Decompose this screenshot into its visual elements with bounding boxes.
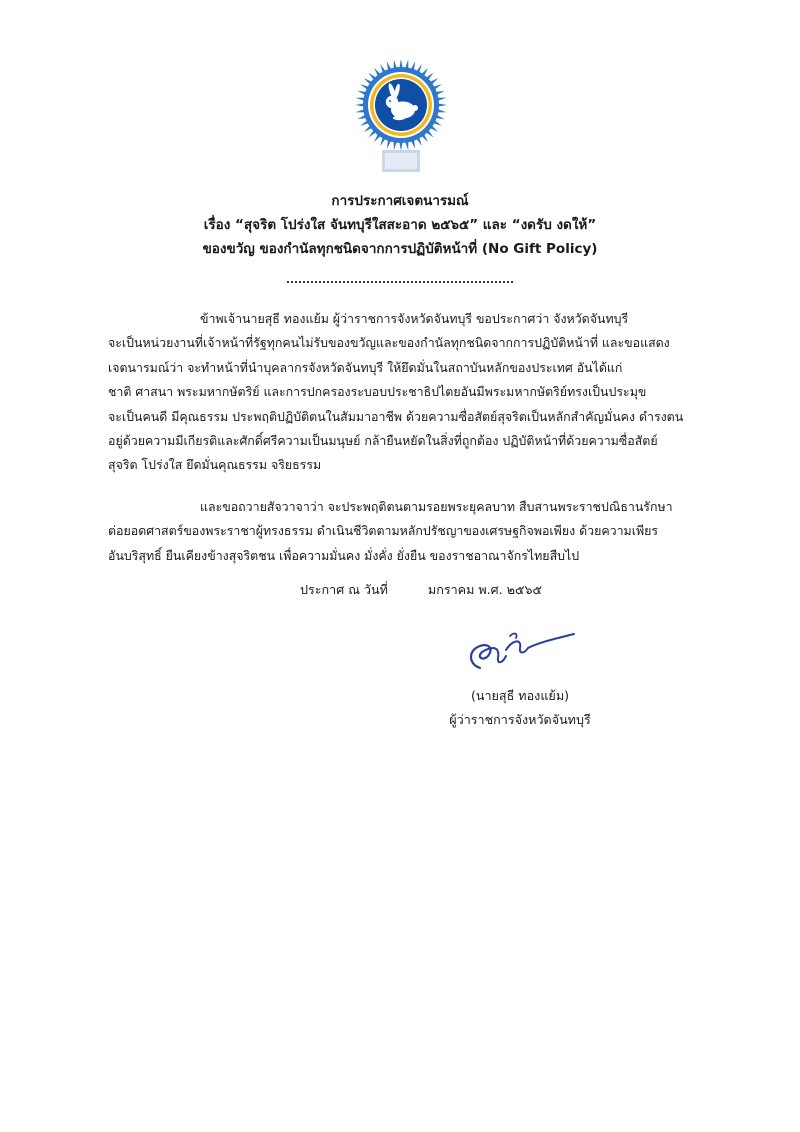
- paragraph-line: ต่อยอดศาสตร์ของพระราชาผู้ทรงธรรม ดำเนินชีวิตตามหลักปรัชญาของเศรษฐกิจพอเพียง ด้วยความเพียร: [108, 523, 659, 539]
- announcement-heading: [0, 189, 800, 261]
- signer-block: [420, 684, 620, 732]
- rabbit-seal-icon: [352, 56, 450, 176]
- paragraph-line: สุจริต โปร่งใส ยึดมั่นคุณธรรม จริยธรรม: [108, 457, 322, 473]
- paragraph-oath: [108, 495, 698, 568]
- date-month-year: มกราคม พ.ศ. ๒๕๖๕: [427, 582, 543, 597]
- paragraph-line: จะเป็นหน่วยงานที่เจ้าหน้าที่รัฐทุกคนไม่รับของขวัญและของกำนัลทุกชนิดจากการปฏิบัติหน้าที่ และขอแสดง: [108, 335, 670, 351]
- paragraph-line: จะเป็นคนดี มีคุณธรรม ประพฤติปฏิบัติตนในสัมมาอาชีพ ด้วยความซื่อสัตย์สุจริตเป็นหลักสำคัญมั่นคง ดำรงตน: [108, 408, 684, 424]
- signer-title: ผู้ว่าราชการจังหวัดจันทบุรี: [449, 712, 591, 727]
- paragraph-declaration: [108, 307, 698, 478]
- handwritten-signature: [462, 628, 580, 676]
- paragraph-line: เจตนารมณ์ว่า จะทำหน้าที่นำบุคลากรจังหวัดจันทบุรี ให้ยึดมั่นในสถาบันหลักของประเทศ อันได้แก่: [108, 359, 623, 375]
- paragraph-line: อยู่ด้วยความมีเกียรติและศักดิ์ศรีความเป็นมนุษย์ กล้ายืนหยัดในสิ่งที่ถูกต้อง ปฏิบัติหน้าที่ด้วยความซื่อสัตย์: [108, 433, 658, 449]
- paragraph-line: อันบริสุทธิ์ ยืนเคียงข้างสุจริตชน เพื่อความมั่นคง มั่งคั่ง ยั่งยืน ของราชอาณาจักรไทยสืบไป: [108, 547, 580, 563]
- paragraph-line: และขอถวายสัจวาจาว่า จะประพฤติตนตามรอยพระยุคลบาท สืบสานพระราชปณิธานรักษา: [200, 498, 673, 514]
- announcement-date: [300, 580, 542, 600]
- signer-name: (นายสุธี ทองแย้ม): [470, 688, 570, 703]
- dotted-divider: [287, 281, 513, 283]
- date-prefix: ประกาศ ณ วันที่: [300, 582, 388, 597]
- heading-subject: เรื่อง “สุจริต โปร่งใส จันทบุรีใสสะอาด ๒๕๖๕” และ “งดรับ งดให้”: [203, 217, 597, 233]
- paragraph-line: ชาติ ศาสนา พระมหากษัตริย์ และการปกครองระบอบประชาธิปไตยอันมีพระมหากษัตริย์ทรงเป็นประมุข: [108, 384, 647, 400]
- paragraph-line: ข้าพเจ้านายสุธี ทองแย้ม ผู้ว่าราชการจังหวัดจันทบุรี ขอประกาศว่า จังหวัดจันทบุรี: [200, 311, 629, 326]
- announcement-body: [108, 307, 698, 568]
- heading-subject-continued: ของขวัญ ของกำนัลทุกชนิดจากการปฏิบัติหน้าที่ (No Gift Policy): [202, 241, 598, 257]
- heading-title: การประกาศเจตนารมณ์: [331, 193, 469, 209]
